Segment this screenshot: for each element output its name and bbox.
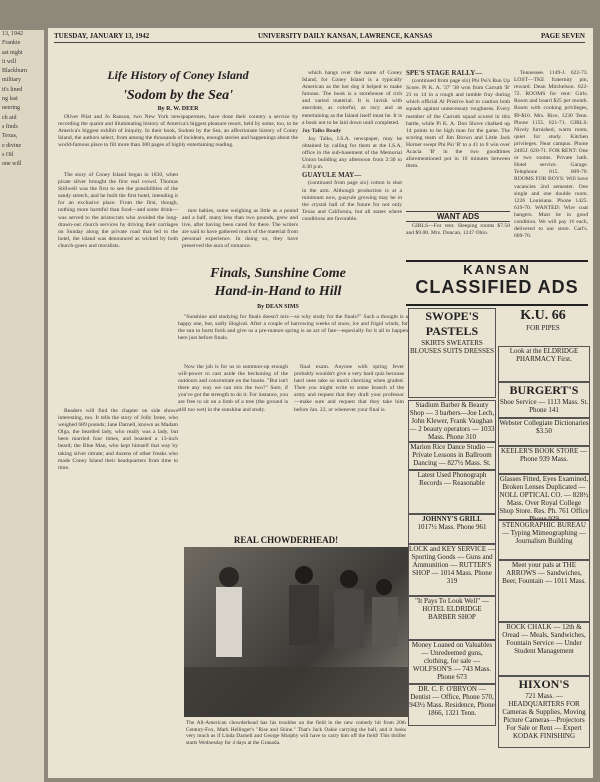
chowderhead-photo [184,547,409,717]
header-paper: UNIVERSITY DAILY KANSAN, LAWRENCE, KANSAS [257,32,433,40]
marion-rice-ad: Marion Rice Dance Studio — Private Lessons in Ballroom Dancing — 827½ Mass. St. [408,442,496,470]
hixons-ad: HIXON'S 721 Mass. — HEADQUARTERS FOR Cameras & Supplies, Moving Picture Cameras—Projectors For Sale or Rent — Expert KODAK FINISHING [498,676,590,748]
finals-lede: "Sunshine and studying for finals doesn't mix—so why study for the finals?" Such a thought is a happy one, but, sadly illogical. After a couple of harrowing weeks of snow, ice and frigid winds, for the sun to burst forth and give us a pre-mature spring is an act of fate—especially for it all to happen here just before finals. [178,314,408,342]
arrows-ad: Meet your pals at THE ARROWS — Sandwiches, Beer, Fountain — 1011 Mass. [498,560,590,622]
newspaper-page [48,28,593,778]
classified-ads-banner: KANSAN CLASSIFIED ADS [406,260,588,306]
coney-continued: which hangs over the name of Coney Island, for Coney Island is a typically American as the hot dog it helped to make famous. The book is a storehouse of rich and varied material. It is lavish with anecdote, as colorful, as racy and as entertaining as the Island itself must be. It is a book not to be laid down until completed. Jay Talks Ready Joy Talks, I.S.A. newspaper, may be obtained by calling for them at the I.S.A. office in the sub-basement of the Memorial Union building any afternoon from 2:30 to 4:30 p.m. GUAYULE MAY— (continued from page six) cotton is shot in the arm. Although production is at a minimum now, guayule growing may be in the crystal ball of the future for not only Texas and California, but all states where conditions are favorable. [302,70,402,222]
coney-col1: The story of Coney Island began in 1830, when pirate silver brought the first real crowd. Thomas Stillwell was the first to see the possibilities of the sandy stretch, and he built the first hotel, intending it for an exclusive place. From the first, though, nothing more harmful than food—and some drink—was served to the aristocrats who avoided the long-drawn-out church services by driving their carriages on Sunday along the private road that led to the hotel, the island was denounced as wicked by both church-goers and moralists. [58,172,178,249]
headline-coney: Life History of Coney Island [107,68,249,82]
header-date: TUESDAY, JANUARY 13, 1942 [54,32,150,40]
johnnys-grill-ad: JOHNNY'S GRILL 1017½ Mass. Phone 961 [408,514,496,544]
wolfsons-ad: Money Loaned on Valuables — Unredeemed guns, clothing, for sale — WOLFSON'S — 743 Mass. Phone 673 [408,640,496,684]
byline-finals: By DEAN SIMS [257,304,299,310]
keelers-ad: KEELER'S BOOK STORE — Phone 939 Mass. [498,446,590,474]
want-ads-text: GIRLS—For rent. Sleeping rooms $7.50 and $9.00. Mrs. Duncan, 1247 Ohio. [406,223,510,237]
coney-lede: Oliver Pilat and Jo Ranson, two New York newspapermen, have done their country a service by recording the quaint and illuminating history of America's biggest pleasure resort, held by some, too, to be America's biggest exhibit of iniquity. In their book, Sodom by the Sea, an affectionate history of Coney Island, the authors select, from among the thousands of incidents, enough stories and happenings about the world-famous place to fill more than 300 pages of highly entertaining reading. [58,114,298,149]
lock-key-ad: LOCK and KEY SERVICE — Sporting Goods — Guns and Ammunition — RUTTER'S SHOP — 1014 Mass. Phone 319 [408,544,496,596]
swopes-ad: SWOPE'S PASTELS SKIRTS SWEATERS BLOUSES SUITS DRESSES [408,308,496,398]
adjacent-page-strip: 13, 1942 Frankie ast night it will Blackburn military it's lined ng last neering ch aid s finds Texas, e divine s Oil one will [0,30,44,782]
photo-headline: REAL CHOWDERHEAD! [233,535,339,545]
burgers-ad: BURGERT'S Shoe Service — 1113 Mass. St. Phone 141 [498,382,590,418]
spe-rally: SPE'S STAGE RALLY— (continued from page six) Phi Psi's Run Up Score. Pi K. A. '37' '38 won from Carruth 'B' 21 to 14 in a rough and tumble fray during which official Al Pristive had to caution both squads against unnecessary roughness. Every member of the Carruth squad scored in this battle, while Pi K. A. Don Shove chalked up 14 points to be high man for the game. The scoring team of Jim Brown and Little Jack Horner swept Phi Psi 'B' to a 41 to 8 win over Acacia 'B' in the two goodtimes aforementioned pot in 10 minutes between them. [406,69,510,170]
ku66-ad: K.U. 66 FOR PIPES [520,308,566,332]
byline-coney: By R. W. DEER [157,106,199,112]
headline-finals: Finals, Sunshine Come [210,266,346,281]
latest-phonograph-ad: Latest Used Phonograph Records — Reasonable [408,470,496,514]
eldridge-pharmacy-ad: Look at the ELDRIDGE PHARMACY First. [498,346,590,382]
hotel-eldridge-ad: "It Pays To Look Well" — HOTEL ELDRIDGE BARBER SHOP [408,596,496,640]
noll-optical-ad: Glasses Fitted, Eyes Examined, Broken Lenses Duplicated — NOLL OPTICAL CO. — 828½ Mass. Over Royal College Shop Store. Res. Ph. 761 Office Phone 929 [499,475,589,523]
photo-caption: The All-American chowderhead has his troubles on the field in the new comedy hit from 20th Century-Fox, Mark Hellinger's "Rise and Shine." That's Jack Oakie carrying the ball, and it looks very much as if Linda Darnell and George Murphy will have to carry him off the field! This thriller starts Wednesday for 4 days at the Granada. [186,720,406,746]
coney-col1-lower: Readers will find the chapter on side shows interesting, too. It tells the story of Jolly Irene, who weighed 689 pounds; Jane Darnell, known as Madam Olga, the bearded lady, who really was a lady, but been married four times, and boasted a 13-inch beard; the Blue Man, who kept himself that way by taking silver nitrate; and dozens of other freaks who made Coney Island their headquarters from time to time. [58,408,178,471]
header-page: PAGE SEVEN [540,32,585,40]
headline-finals-2: Hand-in-Hand to Hill [214,284,342,299]
webster-ad: Webster Collegiate Dictionaries $3.50 [498,418,590,446]
finals-col2: final exam. Anyone with spring fever probably wouldn't give a very hard quiz because hard ones take so much checking when graded. Then you might write to some branch of the army and request that they draft your professor—make sure and request that they take him before Jan. 22, or whenever your final is. [294,364,404,413]
headline-sodom: 'Sodom by the Sea' [122,88,234,103]
dr-obryon-ad: DR. C. F. O'BRYON — Dentist — Office, Phone 570, 943½ Mass. Residence, Phone 1866, 1321 Tenn. [408,684,496,726]
stadium-barber-ad: Stadium Barber & Beauty Shop — 3 barbers—Joe Lech, John Klewer, Frank Vaughan — 2 beauty operators — 1033 Mass. Phone 310 [409,401,495,441]
finals-col1: Now the job is for us to summon-up enough will-power to cast aside the beckoning of the outdoors and concentrate on the books. "But isn't there any way we can mix the two?" Sure, if you've got the strength to do it. For instance, you are free to sit on a limb of a tree (the ground is still too wet) in the sunshine and study. [178,364,288,413]
rock-chalk-ad: ROCK CHALK — 12th & Oread — Meals, Sandwiches, Fountain Service — Under Student Management [498,622,590,676]
want-ads-head: WANT ADS [406,211,510,222]
page-header [54,32,585,43]
stenographic-ad: STENOGRAPHIC BUREAU — Typing Mimeographing — Journalism Building [498,520,590,560]
coney-col2: ture babies, some weighing as little as a pound and a half, many less than two pounds, grew and live, after having been cared for there. The writers are said to have gathered much of the material from personal experience. In doing so, they have preserved the aura of romance. [182,208,298,250]
classified-listings: Tennessee. 1149-J. 622-73. LOST—TKE fraternity pin, reward. Dean Mitchelson. 622-72. ROOMS for rent: Girls. Room and board $25 per month. Room with cooking privileges, $9-$10. Mrs. Rice, 1230 Tenn. Phone 1155. 621-71. GIRLS: Nicely furnished, warm room, quiet for study. Kitchen privileges. Near campus. Phone 2405J. 620-71. FOR RENT: One or two rooms. Private bath. Hotel service. Garage. Telephone 815. 609-70. ROOMS FOR BOYS: Will have vacancies 2nd semester. One single and one double room. 1226 Louisiana. Phone 1425. 619-70. WANTED: Wire coat hangers. Must be in good condition. We will pay 1¢ each, delivered to our store. Carl's. 609-70. [514,70,588,240]
